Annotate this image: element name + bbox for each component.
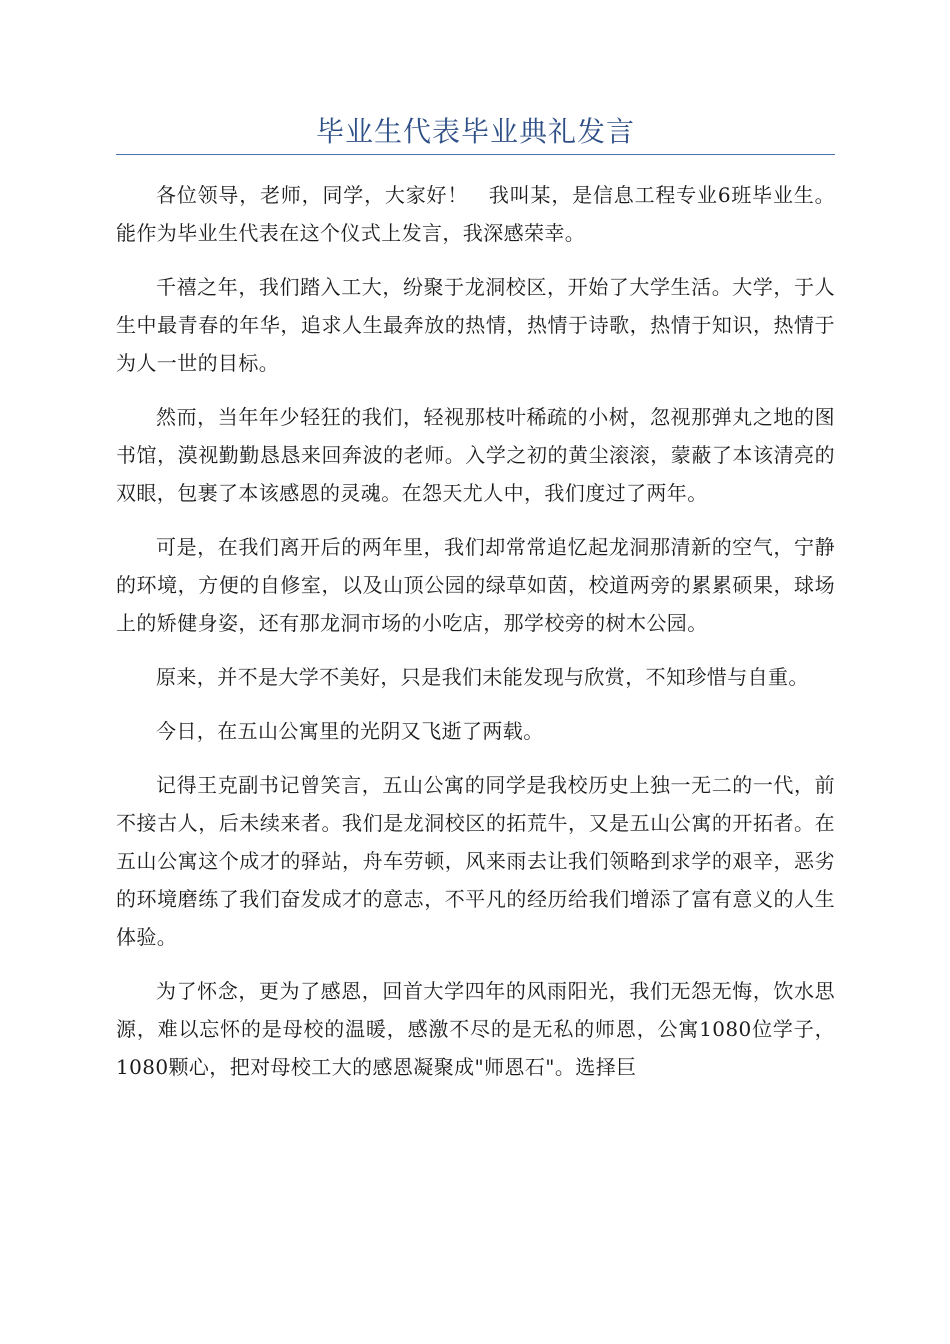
title-underline xyxy=(116,154,835,155)
paragraph-millennium: 千禧之年，我们踏入工大，纷聚于龙洞校区，开始了大学生活。大学，于人生中最青春的年华，追求人生最奔放的热情，热情于诗歌，热情于知识，热情于为人一世的目标。 xyxy=(116,275,835,375)
paragraph-realization: 原来，并不是大学不美好，只是我们未能发现与欣赏，不知珍惜与自重。 xyxy=(156,665,809,689)
paragraph-greeting: 各位领导，老师，同学，大家好！ 我叫某，是信息工程专业6班毕业生。能作为毕业生代表在这个仪式上发言，我深感荣幸。 xyxy=(116,183,835,245)
paragraph-memories: 可是，在我们离开后的两年里，我们却常常追忆起龙洞那清新的空气，宁静的环境，方便的自修室，以及山顶公园的绿草如茵，校道两旁的累累硕果，球场上的矫健身姿，还有那龙洞市场的小吃店，那学校旁的树木公园。 xyxy=(116,535,835,635)
document-body xyxy=(116,176,835,1102)
paragraph-wushan: 记得王克副书记曾笑言，五山公寓的同学是我校历史上独一无二的一代，前不接古人，后未续来者。我们是龙洞校区的拓荒牛，又是五山公寓的开拓者。在五山公寓这个成才的驿站，舟车劳顿，风来雨去让我们领略到求学的艰辛，恶劣的环境磨练了我们奋发成才的意志，不平凡的经历给我们增添了富有意义的人生体验。 xyxy=(116,773,835,949)
paragraph-gratitude: 为了怀念，更为了感恩，回首大学四年的风雨阳光，我们无怨无悔，饮水思源，难以忘怀的是母校的温暖，感激不尽的是无私的师恩，公寓1080位学子，1080颗心，把对母校工大的感恩凝聚成"师恩石"。选择巨 xyxy=(116,979,835,1079)
page-title: 毕业生代表毕业典礼发言 xyxy=(315,115,635,148)
paragraph-youth: 然而，当年年少轻狂的我们，轻视那枝叶稀疏的小树，忽视那弹丸之地的图书馆，漠视勤勤恳恳来回奔波的老师。入学之初的黄尘滚滚，蒙蔽了本该清亮的双眼，包裹了本该感恩的灵魂。在怨天尤人中，我们度过了两年。 xyxy=(116,405,835,505)
paragraph-today: 今日，在五山公寓里的光阴又飞逝了两载。 xyxy=(156,719,544,743)
